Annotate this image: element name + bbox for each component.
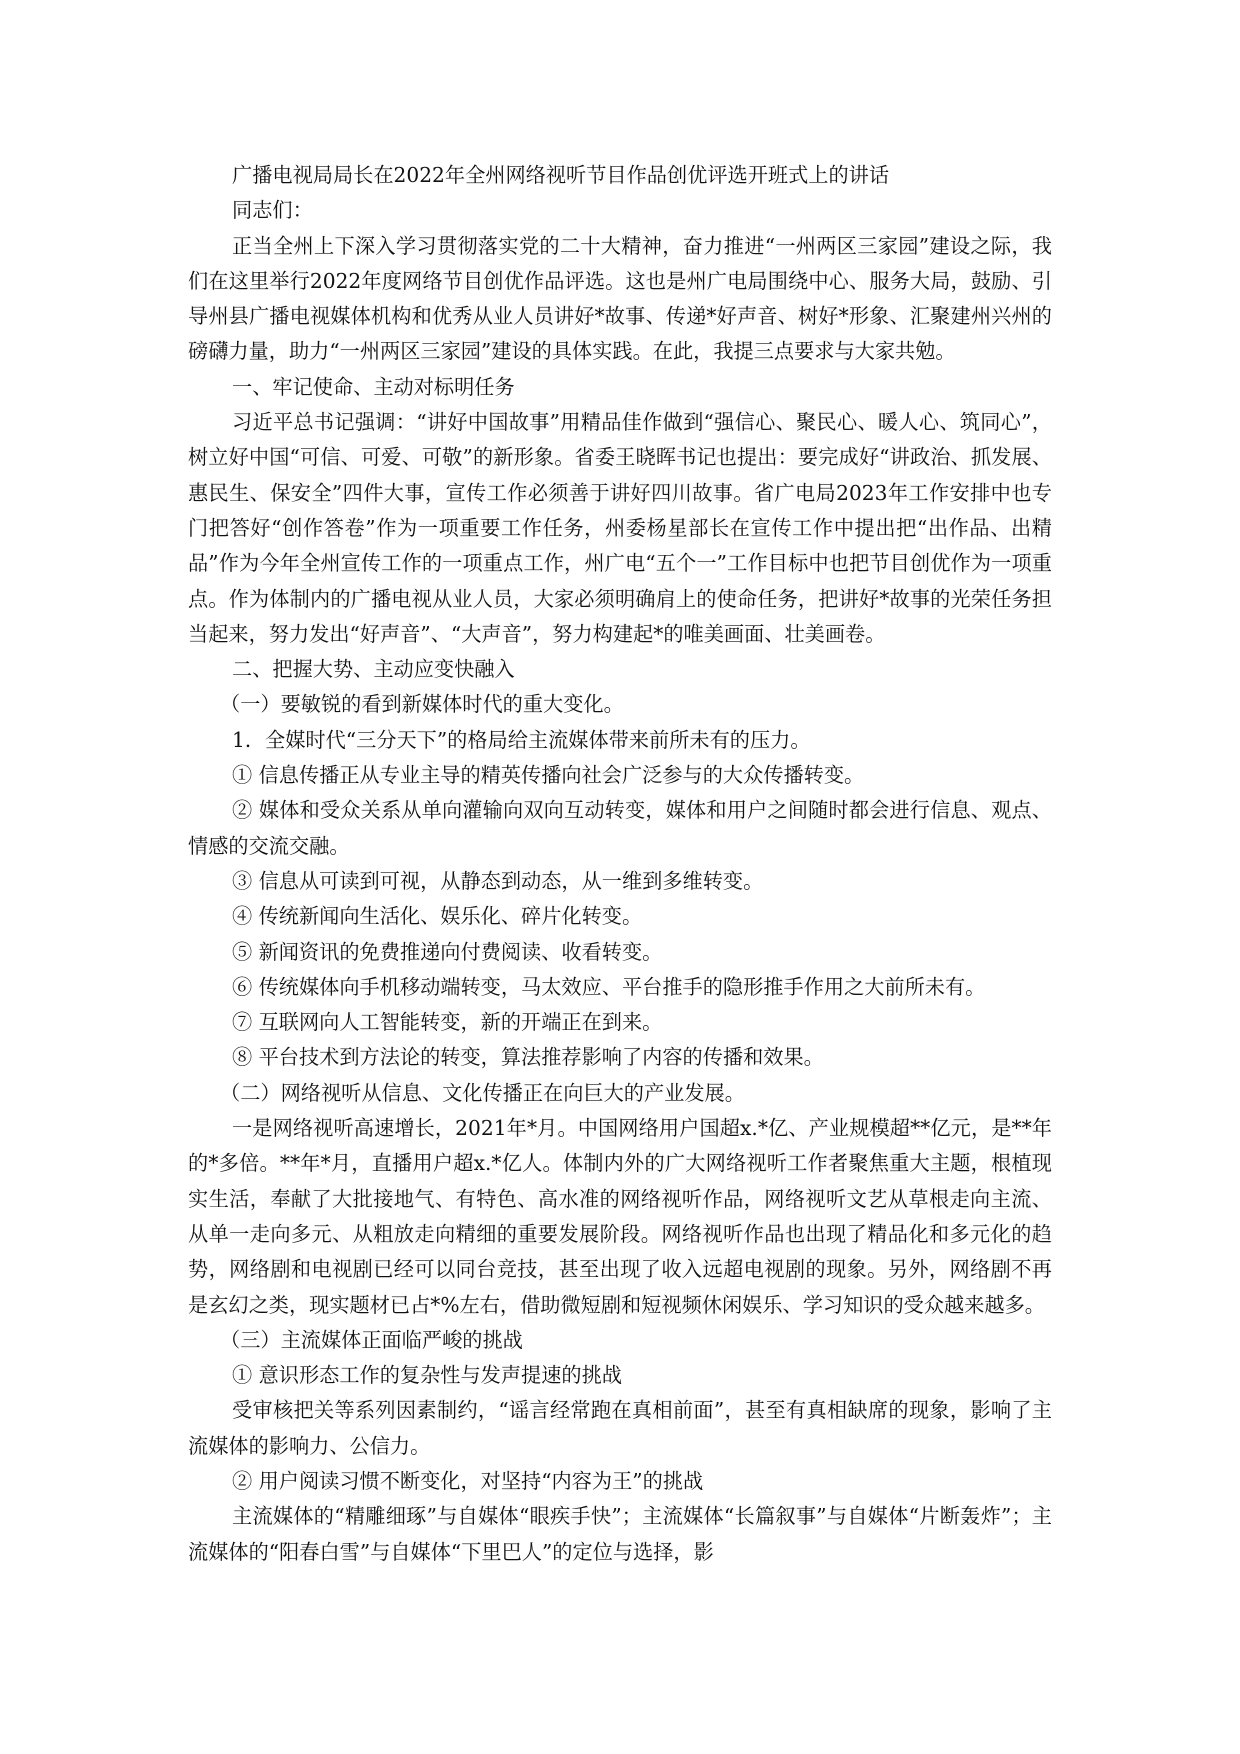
paragraph-text: 主流媒体的“精雕细琢”与自媒体“眼疾手快”；主流媒体“长篇叙事”与自媒体“片断轰炸”；主流媒体的“阳春白雪”与自媒体“下里巴人”的定位与选择，影 (188, 1504, 1052, 1564)
list-item: ③ 信息从可读到可视，从静态到动态，从一维到多维转变。 (232, 868, 764, 893)
list-item: ② 用户阅读习惯不断变化，对坚持“内容为王”的挑战 (232, 1468, 704, 1493)
paragraph-intro: 正当全州上下深入学习贯彻落实党的二十大精神，奋力推进“一州两区三家园”建设之际，我们在这里举行2022年度网络节目创优作品评选。这也是州广电局围绕中心、服务大局，鼓励、引导州县广播电视媒体机构和优秀从业人员讲好*故事、传递*好声音、树好*形象、汇聚建州兴州的磅礴力量，助力“一州两区三家园”建设的具体实践。在此，我提三点要求与大家共勉。 (188, 233, 1052, 364)
list-item: ① 信息传播正从专业主导的精英传播向社会广泛参与的大众传播转变。 (232, 763, 865, 788)
salutation: 同志们： (232, 198, 313, 223)
list-item: ⑥ 传统媒体向手机移动端转变，马太效应、平台推手的隐形推手作用之大前所未有。 (232, 974, 986, 999)
list-item: ④ 传统新闻向生活化、娱乐化、碎片化转变。 (232, 904, 643, 929)
list-item: ⑦ 互联网向人工智能转变，新的开端正在到来。 (232, 1010, 663, 1035)
paragraph-growth: 一是网络视听高速增长，2021年*月。中国网络用户国超x.*亿、产业规模超**亿元，是**年的*多倍。**年*月，直播用户超x.*亿人。体制内外的广大网络视听工作者聚焦重大主题，根植现实生活，奉献了大批接地气、有特色、高水准的网络视听作品，网络视听文艺从草根走向主流、从单一走向多元、从粗放走向精细的重要发展阶段。网络视听作品也出现了精品化和多元化的趋势，网络剧和电视剧已经可以同台竞技，甚至出现了收入远超电视剧的现象。另外，网络剧不再是玄幻之类，现实题材已占*%左右，借助微短剧和短视频休闲娱乐、学习知识的受众越来越多。 (188, 1116, 1052, 1317)
heading-section-2: 二、把握大势、主动应变快融入 (232, 657, 515, 682)
list-item: ② 媒体和受众关系从单向灌输向双向互动转变，媒体和用户之间随时都会进行信息、观点、情感的交流交融。 (188, 798, 1052, 858)
paragraph-text: 受审核把关等系列因素制约，“谣言经常跑在真相前面”，甚至有真相缺席的现象，影响了主流媒体的影响力、公信力。 (188, 1398, 1052, 1458)
document-page (188, 158, 1052, 1570)
subheading-2-3: （三）主流媒体正面临严峻的挑战 (220, 1327, 523, 1352)
list-item: ⑧ 平台技术到方法论的转变，算法推荐影响了内容的传播和效果。 (232, 1045, 824, 1070)
subheading-2-2: （二）网络视听从信息、文化传播正在向巨大的产业发展。 (220, 1080, 745, 1105)
list-item: ① 意识形态工作的复杂性与发声提速的挑战 (232, 1363, 622, 1388)
paragraph-section-1: 习近平总书记强调：“讲好中国故事”用精品佳作做到“强信心、聚民心、暖人心、筑同心”，树立好中国“可信、可爱、可敬”的新形象。省委王晓晖书记也提出：要完成好“讲政治、抓发展、惠民生、保安全”四件大事，宣传工作必须善于讲好四川故事。省广电局2023年工作安排中也专门把答好“创作答卷”作为一项重要工作任务，州委杨星部长在宣传工作中提出把“出作品、出精品”作为今年全州宣传工作的一项重点工作，州广电“五个一”工作目标中也把节目创优作为一项重点。作为体制内的广播电视从业人员，大家必须明确肩上的使命任务，把讲好*故事的光荣任务担当起来，努力发出“好声音”、“大声音”，努力构建起*的唯美画面、壮美画卷。 (188, 410, 1052, 646)
document-title: 广播电视局局长在2022年全州网络视听节目作品创优评选开班式上的讲话 (232, 163, 890, 187)
heading-section-1: 一、牢记使命、主动对标明任务 (232, 374, 515, 399)
list-item-heading: 1．全媒时代“三分天下”的格局给主流媒体带来前所未有的压力。 (232, 727, 811, 752)
subheading-2-1: （一）要敏锐的看到新媒体时代的重大变化。 (220, 692, 624, 717)
list-item: ⑤ 新闻资讯的免费推递向付费阅读、收看转变。 (232, 939, 663, 964)
